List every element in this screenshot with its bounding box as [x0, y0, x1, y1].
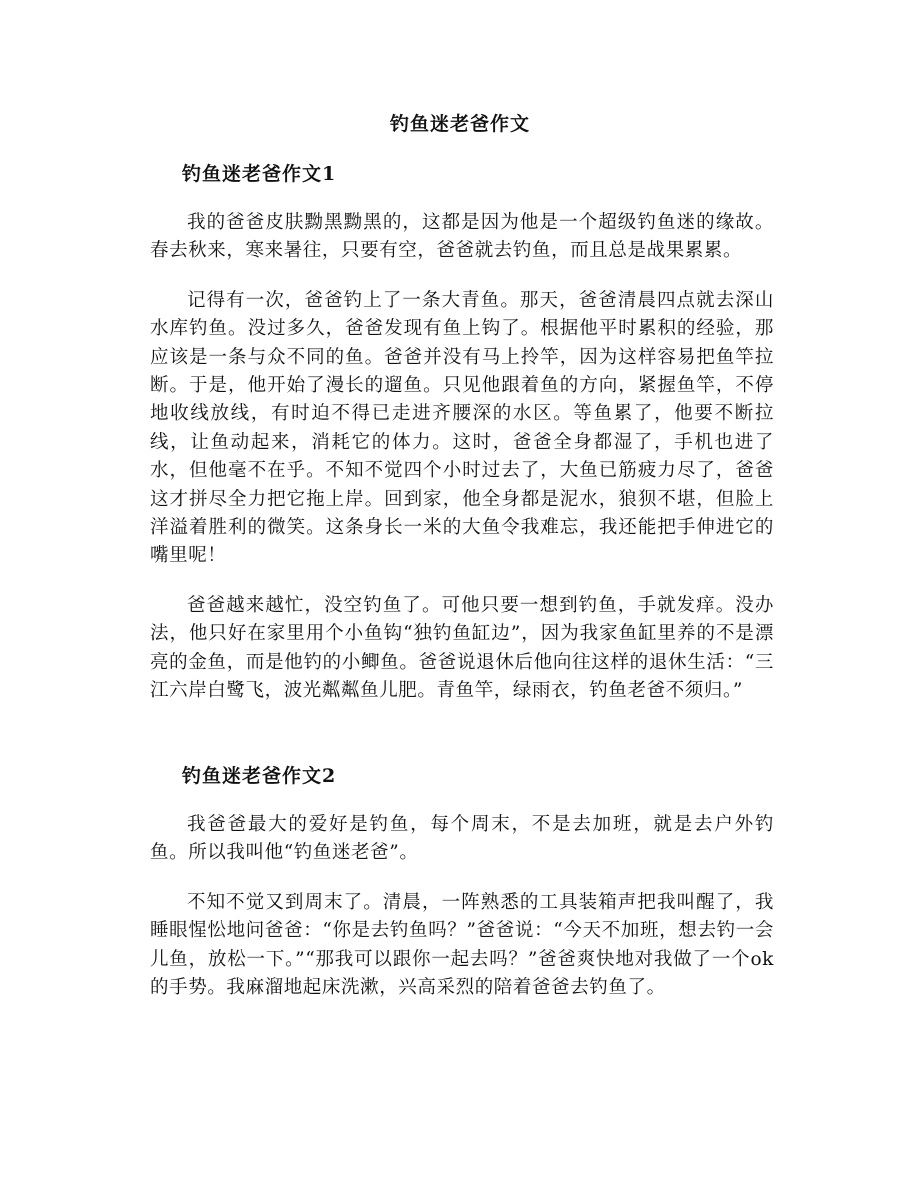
essay-section-1	[150, 159, 774, 706]
paragraph: 不知不觉又到周末了。清晨，一阵熟悉的工具装箱声把我叫醒了，我睡眼惺忪地问爸爸：“你是去钓鱼吗？”爸爸说：“今天不加班，想去钓一会儿鱼，放松一下。”“那我可以跟你一起去吗？”爸爸爽快地对我做了一个ok的手势。我麻溜地起床洗漱，兴高采烈的陪着爸爸去钓鱼了。	[150, 891, 774, 999]
essay-section-2	[150, 761, 774, 1002]
spacer	[150, 868, 774, 889]
spacer	[150, 791, 774, 811]
paragraph: 记得有一次，爸爸钓上了一条大青鱼。那天，爸爸清晨四点就去深山水库钓鱼。没过多久，爸爸发现有鱼上钩了。根据他平时累积的经验，那应该是一条与众不同的鱼。爸爸并没有马上拎竿，因为这样容易把鱼竿拉断。于是，他开始了漫长的遛鱼。只见他跟着鱼的方向，紧握鱼竿，不停地收线放线，有时迫不得已走进齐腰深的水区。等鱼累了，他要不断拉线，让鱼动起来，消耗它的体力。这时，爸爸全身都湿了，手机也进了水，但他毫不在乎。不知不觉四个小时过去了，大鱼已筋疲力尽了，爸爸这才拼尽全力把它拖上岸。回到家，他全身都是泥水，狼狈不堪，但脸上洋溢着胜利的微笑。这条身长一米的大鱼令我难忘，我还能把手伸进它的嘴里呢！	[150, 289, 774, 567]
paragraph: 我的爸爸皮肤黝黑黝黑的，这都是因为他是一个超级钓鱼迷的缘故。春去秋来，寒来暑往，只要有空，爸爸就去钓鱼，而且总是战果累累。	[150, 212, 774, 262]
spacer	[150, 571, 774, 592]
section-heading: 钓鱼迷老爸作文1	[182, 163, 337, 185]
section-heading: 钓鱼迷老爸作文2	[182, 765, 337, 787]
spacer	[150, 189, 774, 209]
paragraph: 我爸爸最大的爱好是钓鱼，每个周末，不是去加班，就是去户外钓鱼。所以我叫他“钓鱼迷老爸”。	[150, 814, 774, 864]
spacer	[150, 266, 774, 287]
paragraph: 爸爸越来越忙，没空钓鱼了。可他只要一想到钓鱼，手就发痒。没办法，他只好在家里用个小鱼钩“独钓鱼缸边”，因为我家鱼缸里养的不是漂亮的金鱼，而是他钓的小鲫鱼。爸爸说退休后他向往这样的退休生活：“三江六岸白鹭飞，波光粼粼鱼儿肥。青鱼竿，绿雨衣，钓鱼老爸不须归。”	[150, 594, 774, 702]
document-title: 钓鱼迷老爸作文	[389, 113, 530, 135]
